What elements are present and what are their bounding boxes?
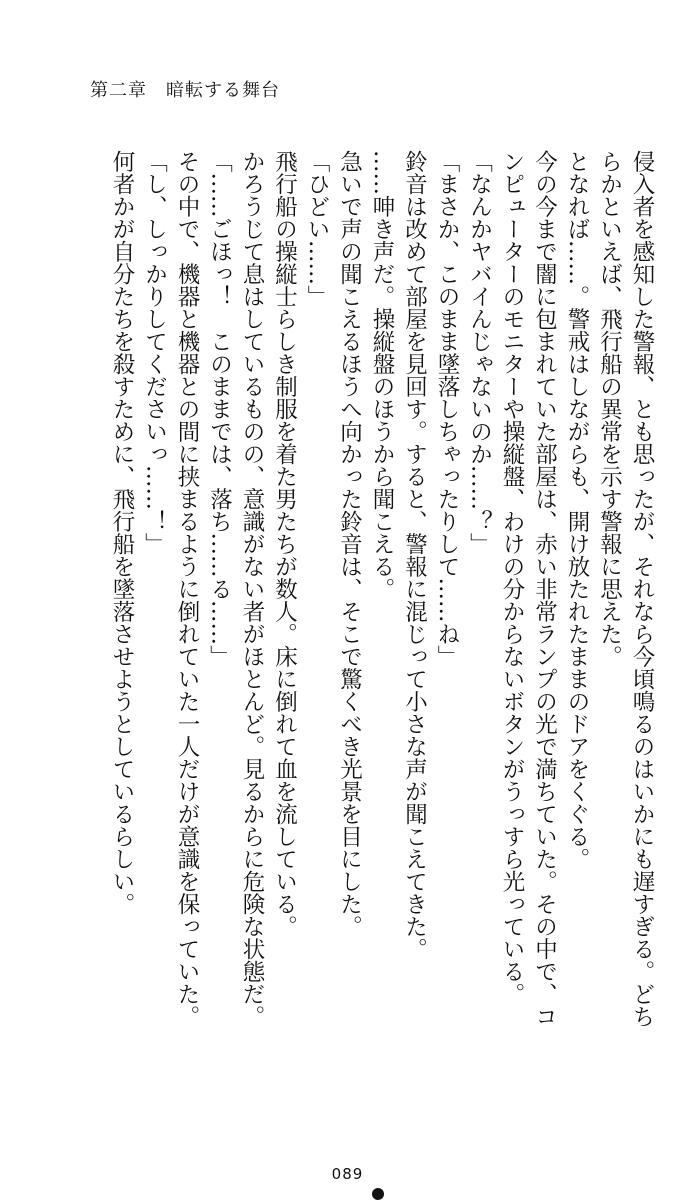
text-line: 「し、しっかりしてくださいっ……！」	[141, 150, 168, 555]
text-line: ンピューターのモニターや操縦盤、わけの分からないボタンがうっすら光っている。	[499, 150, 525, 1005]
text-line: 今の今まで闇に包まれていた部屋は、赤い非常ランプの光で満ちていた。その中で、コ	[531, 150, 558, 1028]
text-line: 「……ごほっ！ このままでは、落ち……る……」	[206, 150, 233, 668]
text-line: 飛行船の操縦士らしき制服を着た男たちが数人。床に倒れて血を流している。	[271, 150, 298, 938]
page-marker-dot	[372, 1188, 384, 1200]
text-line: 「ひどい……」	[304, 150, 330, 308]
text-line: 「まさか、このまま墜落しちゃったりして……ね」	[434, 150, 460, 668]
text-line: 「なんかヤバイんじゃないのか……？」	[466, 150, 493, 555]
text-line: 急いで声の聞こえるほうへ向かった鈴音は、そこで驚くべき光景を目にした。	[336, 150, 363, 938]
text-line: その中で、機器と機器との間に挟まるように倒れていた一人だけが意識を保っていた。	[174, 150, 200, 1028]
text-line: らかといえば、飛行船の異常を示す警報に思えた。	[596, 150, 623, 668]
page-number: 089	[331, 1165, 364, 1183]
text-line: 侵入者を感知した警報、とも思ったが、それなら今頃鳴るのはいかにも遅すぎる。どち	[629, 150, 655, 1028]
text-line: かろうじて息はしているものの、意識がない者がほとんど。見るからに危険な状態だ。	[239, 150, 265, 1028]
body-text	[96, 150, 658, 1050]
text-line: 何者かが自分たちを殺すために、飛行船を墜落させようとしているらしい。	[109, 150, 135, 915]
text-line: ……呻き声だ。操縦盤のほうから聞こえる。	[369, 150, 395, 600]
running-head: 第二章 暗転する舞台	[90, 80, 280, 101]
text-line: となれば……。警戒はしながらも、開け放たれたままのドアをくぐる。	[564, 150, 590, 870]
text-line: 鈴音は改めて部屋を見回す。すると、警報に混じって小さな声が聞こえてきた。	[401, 150, 428, 960]
